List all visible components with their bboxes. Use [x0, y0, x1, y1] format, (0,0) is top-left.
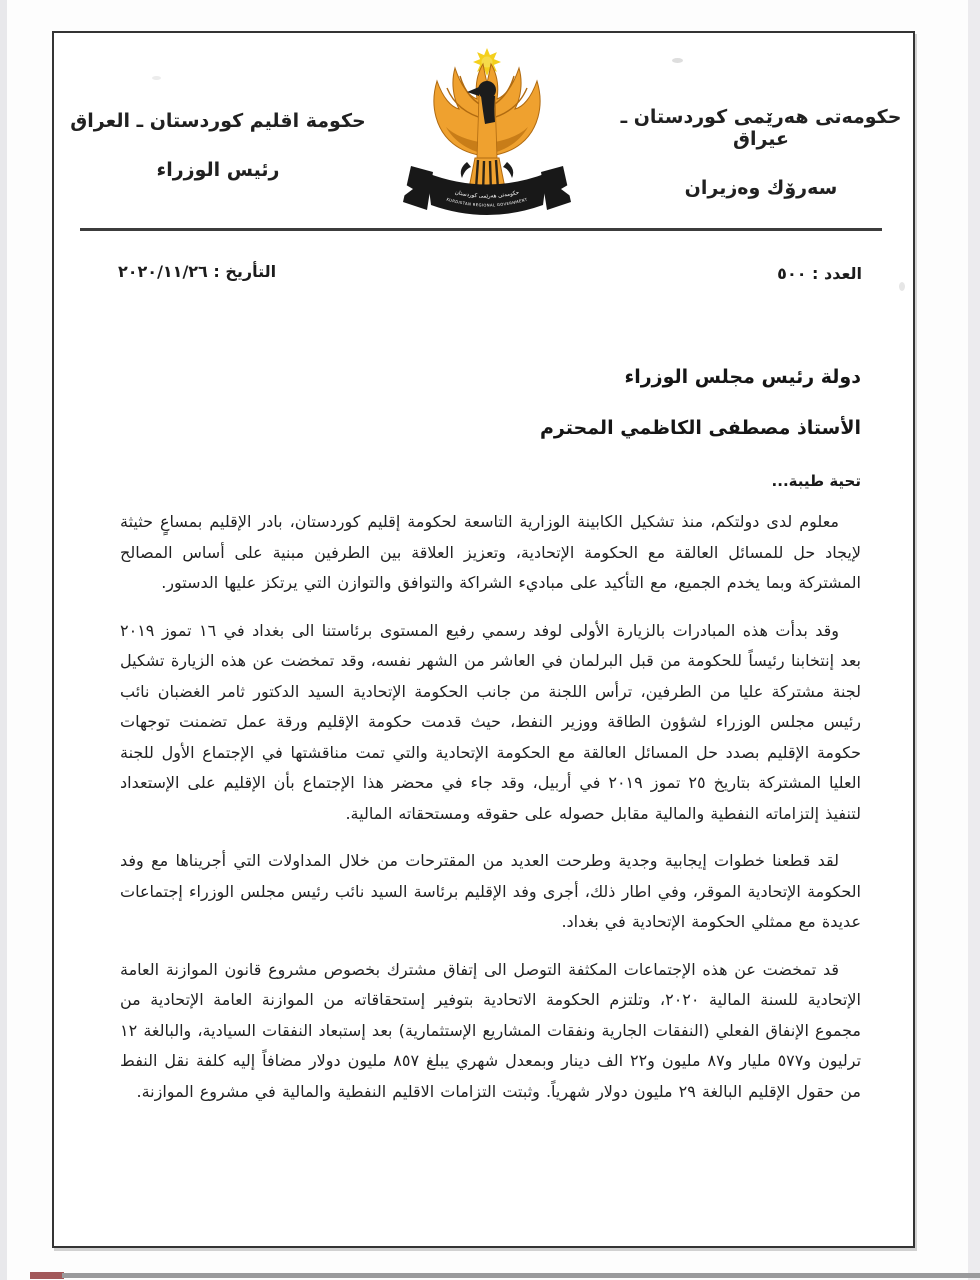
eagle-sun-emblem-icon — [397, 44, 577, 226]
letter-number-label: العدد : — [812, 264, 862, 283]
photo-edge-right — [968, 0, 980, 1280]
letter-body — [120, 366, 861, 1107]
header-divider-line — [80, 228, 882, 231]
letter-number — [777, 264, 862, 283]
letter-date-value: ٢٠٢٠/١١/٢٦ — [118, 262, 208, 281]
paragraph-2: وقد بدأت هذه المبادرات بالزيارة الأولى لوفد رسمي رفيع المستوى برئاستنا الى بغداد في ١٦ تموز ٢٠١٩ بعد إنتخابنا رئيساً للحكومة من قبل البرلمان في العاشر من الشهر نفسه، وقد تمخضت عن هذه الزيارة تشكيل لجنة مشتركة عليا من الطرفين، ترأس اللجنة من جانب الحكومة الإتحادية السيد الدكتور ثامر الغضبان نائب رئيس مجلس الوزراء لشؤون الطاقة ووزير النفط، حيث قدمت حكومة الإقليم ورقة عمل تضمنت توجهات حكومة الإقليم بصدد حل المسائل العالقة مع الحكومة الإتحادية والتي تمت مناقشتها في الإجتماع الأول للجنة العليا المشتركة بتاريخ ٢٥ تموز ٢٠١٩ في أربيل، وقد جاء في محضر هذا الإجتماع بأن الإقليم على الإستعداد لتنفيذ إلتزاماته النفطية والمالية مقابل حصوله على حقوقه ومستحقاته المالية. — [120, 620, 862, 823]
ribbon-text-english: KURDISTAN REGIONAL GOVERNMENT — [445, 196, 529, 208]
letter-number-value: ٥٠٠ — [777, 264, 807, 283]
ribbon-text-kurdish: حكومه‌تى هه‌رێمى كوردستان — [454, 189, 520, 200]
paragraph-3: لقد قطعنا خطوات إيجابية وجدية وطرحت العديد من المقترحات من خلال المداولات التي أجريناها مع وفد الحكومة الإتحادية الموقر، وفي اطار ذلك، أجرى وفد الإقليم برئاسة السيد نائب رئيس مجلس الوزراء إجتماعات عديدة مع ممثلي الحكومة الإتحادية في بغداد. — [120, 851, 861, 931]
header-arabic-line1: حكومة اقليم كوردستان ـ العراق — [70, 110, 366, 132]
scan-speck — [899, 282, 905, 291]
paragraph-4: قد تمخضت عن هذه الإجتماعات المكثفة التوصل الى إتفاق مشترك بخصوص مشروع قانون الموازنة العامة الإتحادية للسنة المالية ٢٠٢٠، وتلتزم الحكومة الاتحادية بتوفير إستحقاقاته من الموازنة العامة الإتحادية من مجموع الإنفاق الفعلي (النفقات الجارية ونفقات المشاريع الإستثمارية) بعد إستبعاد النفقات السيادية، والبالغة ١٢ ترليون و٥٧٧ مليار و٨٧ مليون و٢٢ الف دينار وبمعدل شهري يبلغ ٨٥٧ مليون دولار مضافاً إليه كلفة نقل النفط من حقول الإقليم البالغة ٢٩ مليون دولار شهرياً. وثبتت التزامات الاقليم النفطية والمالية في مشروع الموازنة. — [120, 959, 862, 1101]
header-kurdish-line1: حكومه‌تى هه‌رێمى كوردستان ـ عيراق — [620, 106, 902, 150]
paragraph-1: معلوم لدى دولتكم، منذ تشكيل الكابينة الوزارية التاسعة لحكومة إقليم كوردستان، بادر الإقليم بمساعٍ حثيثة لإيجاد حل للمسائل العالقة مع الحكومة الإتحادية، وتعزيز العلاقة بين الطرفين مبنية على أساس المصالح المشتركة وبما يخدم الجميع، مع التأكيد على مباديء الشراكة والتوافق والتوازن التي يرتكز عليها الدستور. — [120, 512, 861, 592]
scan-speck — [672, 58, 683, 63]
addressee-title: دولة رئيس مجلس الوزراء — [624, 366, 861, 388]
header-arabic-block — [70, 110, 366, 181]
header-kurdish-block — [608, 106, 914, 199]
letter-date-label: التأريخ : — [213, 262, 277, 281]
header-arabic-line2: رئيس الوزراء — [156, 159, 280, 181]
header-kurdish-line2: سه‌رۆك وه‌زيران — [684, 177, 838, 199]
addressee-name: الأستاذ مصطفى الكاظمي المحترم — [540, 417, 861, 439]
greeting-line: تحية طيبة... — [771, 472, 861, 490]
photo-bottom-maroon-edge — [30, 1272, 64, 1279]
scan-speck — [152, 76, 161, 80]
krg-emblem-logo — [397, 44, 577, 226]
photo-edge-left — [0, 0, 7, 1280]
letter-date — [118, 262, 276, 281]
photo-bottom-gray-edge — [62, 1273, 980, 1278]
